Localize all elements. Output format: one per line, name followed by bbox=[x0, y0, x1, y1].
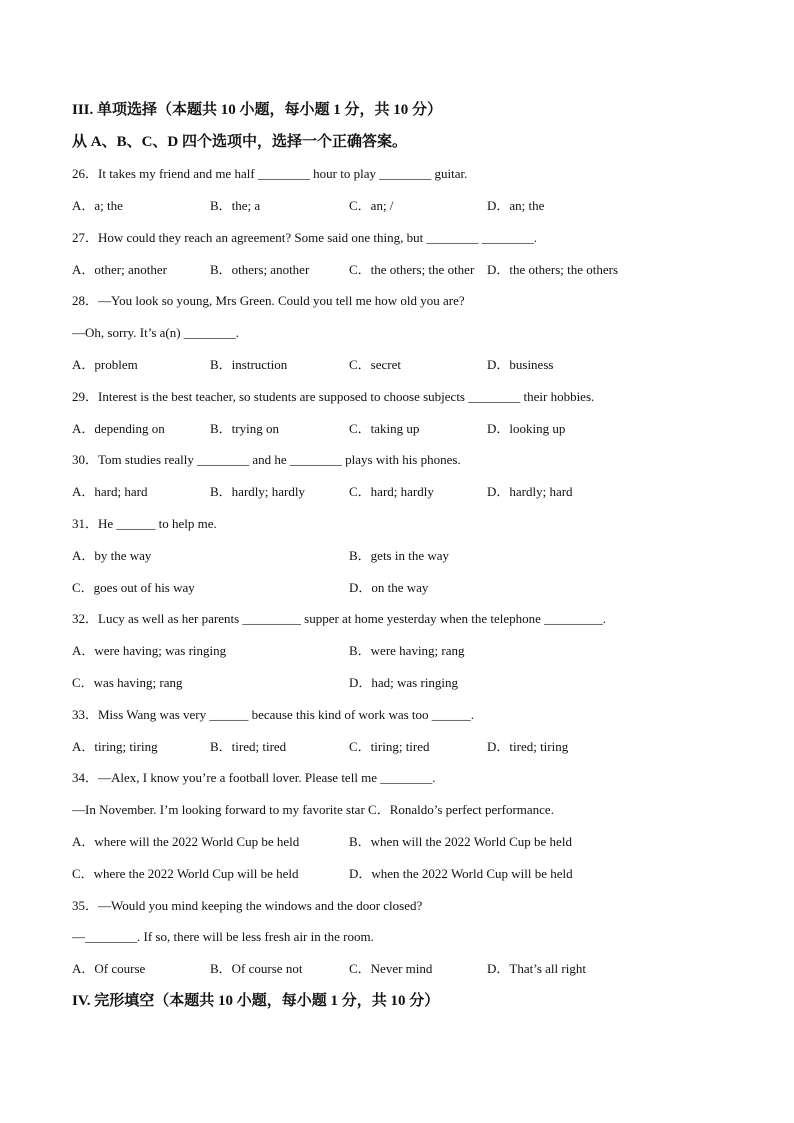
question-31-option-c: C．goes out of his way bbox=[72, 580, 195, 595]
question-29-option-d: D．looking up bbox=[487, 421, 566, 436]
question-28-option-c: C．secret bbox=[349, 357, 401, 372]
question-26-option-a: A．a; the bbox=[72, 198, 123, 213]
question-27-option-b: B．others; another bbox=[210, 262, 310, 277]
question-26-option-c: C．an; / bbox=[349, 198, 394, 213]
question-31-option-a: A．by the way bbox=[72, 548, 152, 563]
question-27-option-c: C．the others; the other bbox=[349, 262, 475, 277]
question-30-stem: 30．Tom studies really ________ and he ________ plays with his phones. bbox=[72, 452, 461, 467]
section-3-title: III. 单项选择（本题共 10 小题，每小题 1 分，共 10 分） bbox=[72, 102, 443, 118]
question-30-option-a: A．hard; hard bbox=[72, 484, 148, 499]
question-28-stem: 28．—You look so young, Mrs Green. Could you tell me how old you are? bbox=[72, 293, 465, 308]
question-34-option-d: D．when the 2022 World Cup will be held bbox=[349, 866, 573, 881]
question-35-option-c: C．Never mind bbox=[349, 961, 433, 976]
question-32-stem: 32．Lucy as well as her parents _________ supper at home yesterday when the telephone _________. bbox=[72, 611, 606, 626]
question-26-option-b: B．the; a bbox=[210, 198, 261, 213]
question-26-option-d: D．an; the bbox=[487, 198, 545, 213]
question-33-option-b: B．tired; tired bbox=[210, 739, 287, 754]
section-3-instruction: 从 A、B、C、D 四个选项中，选择一个正确答案。 bbox=[72, 134, 408, 150]
question-33-option-a: A．tiring; tiring bbox=[72, 739, 158, 754]
question-34-option-a: A．where will the 2022 World Cup be held bbox=[72, 834, 300, 849]
question-28-stem-line-2: —Oh, sorry. It’s a(n) ________. bbox=[72, 325, 240, 340]
question-27-option-d: D．the others; the others bbox=[487, 262, 619, 277]
question-30-option-d: D．hardly; hard bbox=[487, 484, 573, 499]
question-31-option-b: B．gets in the way bbox=[349, 548, 450, 563]
question-27-stem: 27．How could they reach an agreement? Some said one thing, but ________ ________. bbox=[72, 230, 538, 245]
question-33-stem: 33．Miss Wang was very ______ because this kind of work was too ______. bbox=[72, 707, 475, 722]
question-34-stem-line-2: —In November. I’m looking forward to my favorite star C．Ronaldo’s perfect performance. bbox=[72, 802, 554, 817]
question-28-option-b: B．instruction bbox=[210, 357, 288, 372]
question-28-option-d: D．business bbox=[487, 357, 554, 372]
question-29-option-a: A．depending on bbox=[72, 421, 165, 436]
question-33-option-d: D．tired; tiring bbox=[487, 739, 569, 754]
question-29-option-c: C．taking up bbox=[349, 421, 420, 436]
question-28-option-a: A．problem bbox=[72, 357, 138, 372]
question-33-option-c: C．tiring; tired bbox=[349, 739, 430, 754]
question-34-stem: 34．—Alex, I know you’re a football lover. Please tell me ________. bbox=[72, 770, 436, 785]
question-35-option-a: A．Of course bbox=[72, 961, 146, 976]
question-35-option-d: D．That’s all right bbox=[487, 961, 586, 976]
question-32-option-c: C．was having; rang bbox=[72, 675, 183, 690]
section-4-title: IV. 完形填空（本题共 10 小题，每小题 1 分，共 10 分） bbox=[72, 993, 440, 1009]
question-35-option-b: B．Of course not bbox=[210, 961, 303, 976]
question-32-option-a: A．were having; was ringing bbox=[72, 643, 227, 658]
question-31-stem: 31．He ______ to help me. bbox=[72, 516, 217, 531]
question-34-option-c: C．where the 2022 World Cup will be held bbox=[72, 866, 299, 881]
question-35-stem: 35．—Would you mind keeping the windows and the door closed? bbox=[72, 898, 423, 913]
question-32-option-b: B．were having; rang bbox=[349, 643, 465, 658]
question-29-option-b: B．trying on bbox=[210, 421, 279, 436]
question-29-stem: 29．Interest is the best teacher, so students are supposed to choose subjects ________ their hobbies. bbox=[72, 389, 595, 404]
question-32-option-d: D．had; was ringing bbox=[349, 675, 459, 690]
question-34-option-b: B．when will the 2022 World Cup be held bbox=[349, 834, 572, 849]
question-26-stem: 26．It takes my friend and me half ________ hour to play ________ guitar. bbox=[72, 166, 468, 181]
question-30-option-c: C．hard; hardly bbox=[349, 484, 434, 499]
question-31-option-d: D．on the way bbox=[349, 580, 429, 595]
question-30-option-b: B．hardly; hardly bbox=[210, 484, 305, 499]
question-27-option-a: A．other; another bbox=[72, 262, 167, 277]
question-35-stem-line-2: —________. If so, there will be less fresh air in the room. bbox=[72, 929, 374, 944]
